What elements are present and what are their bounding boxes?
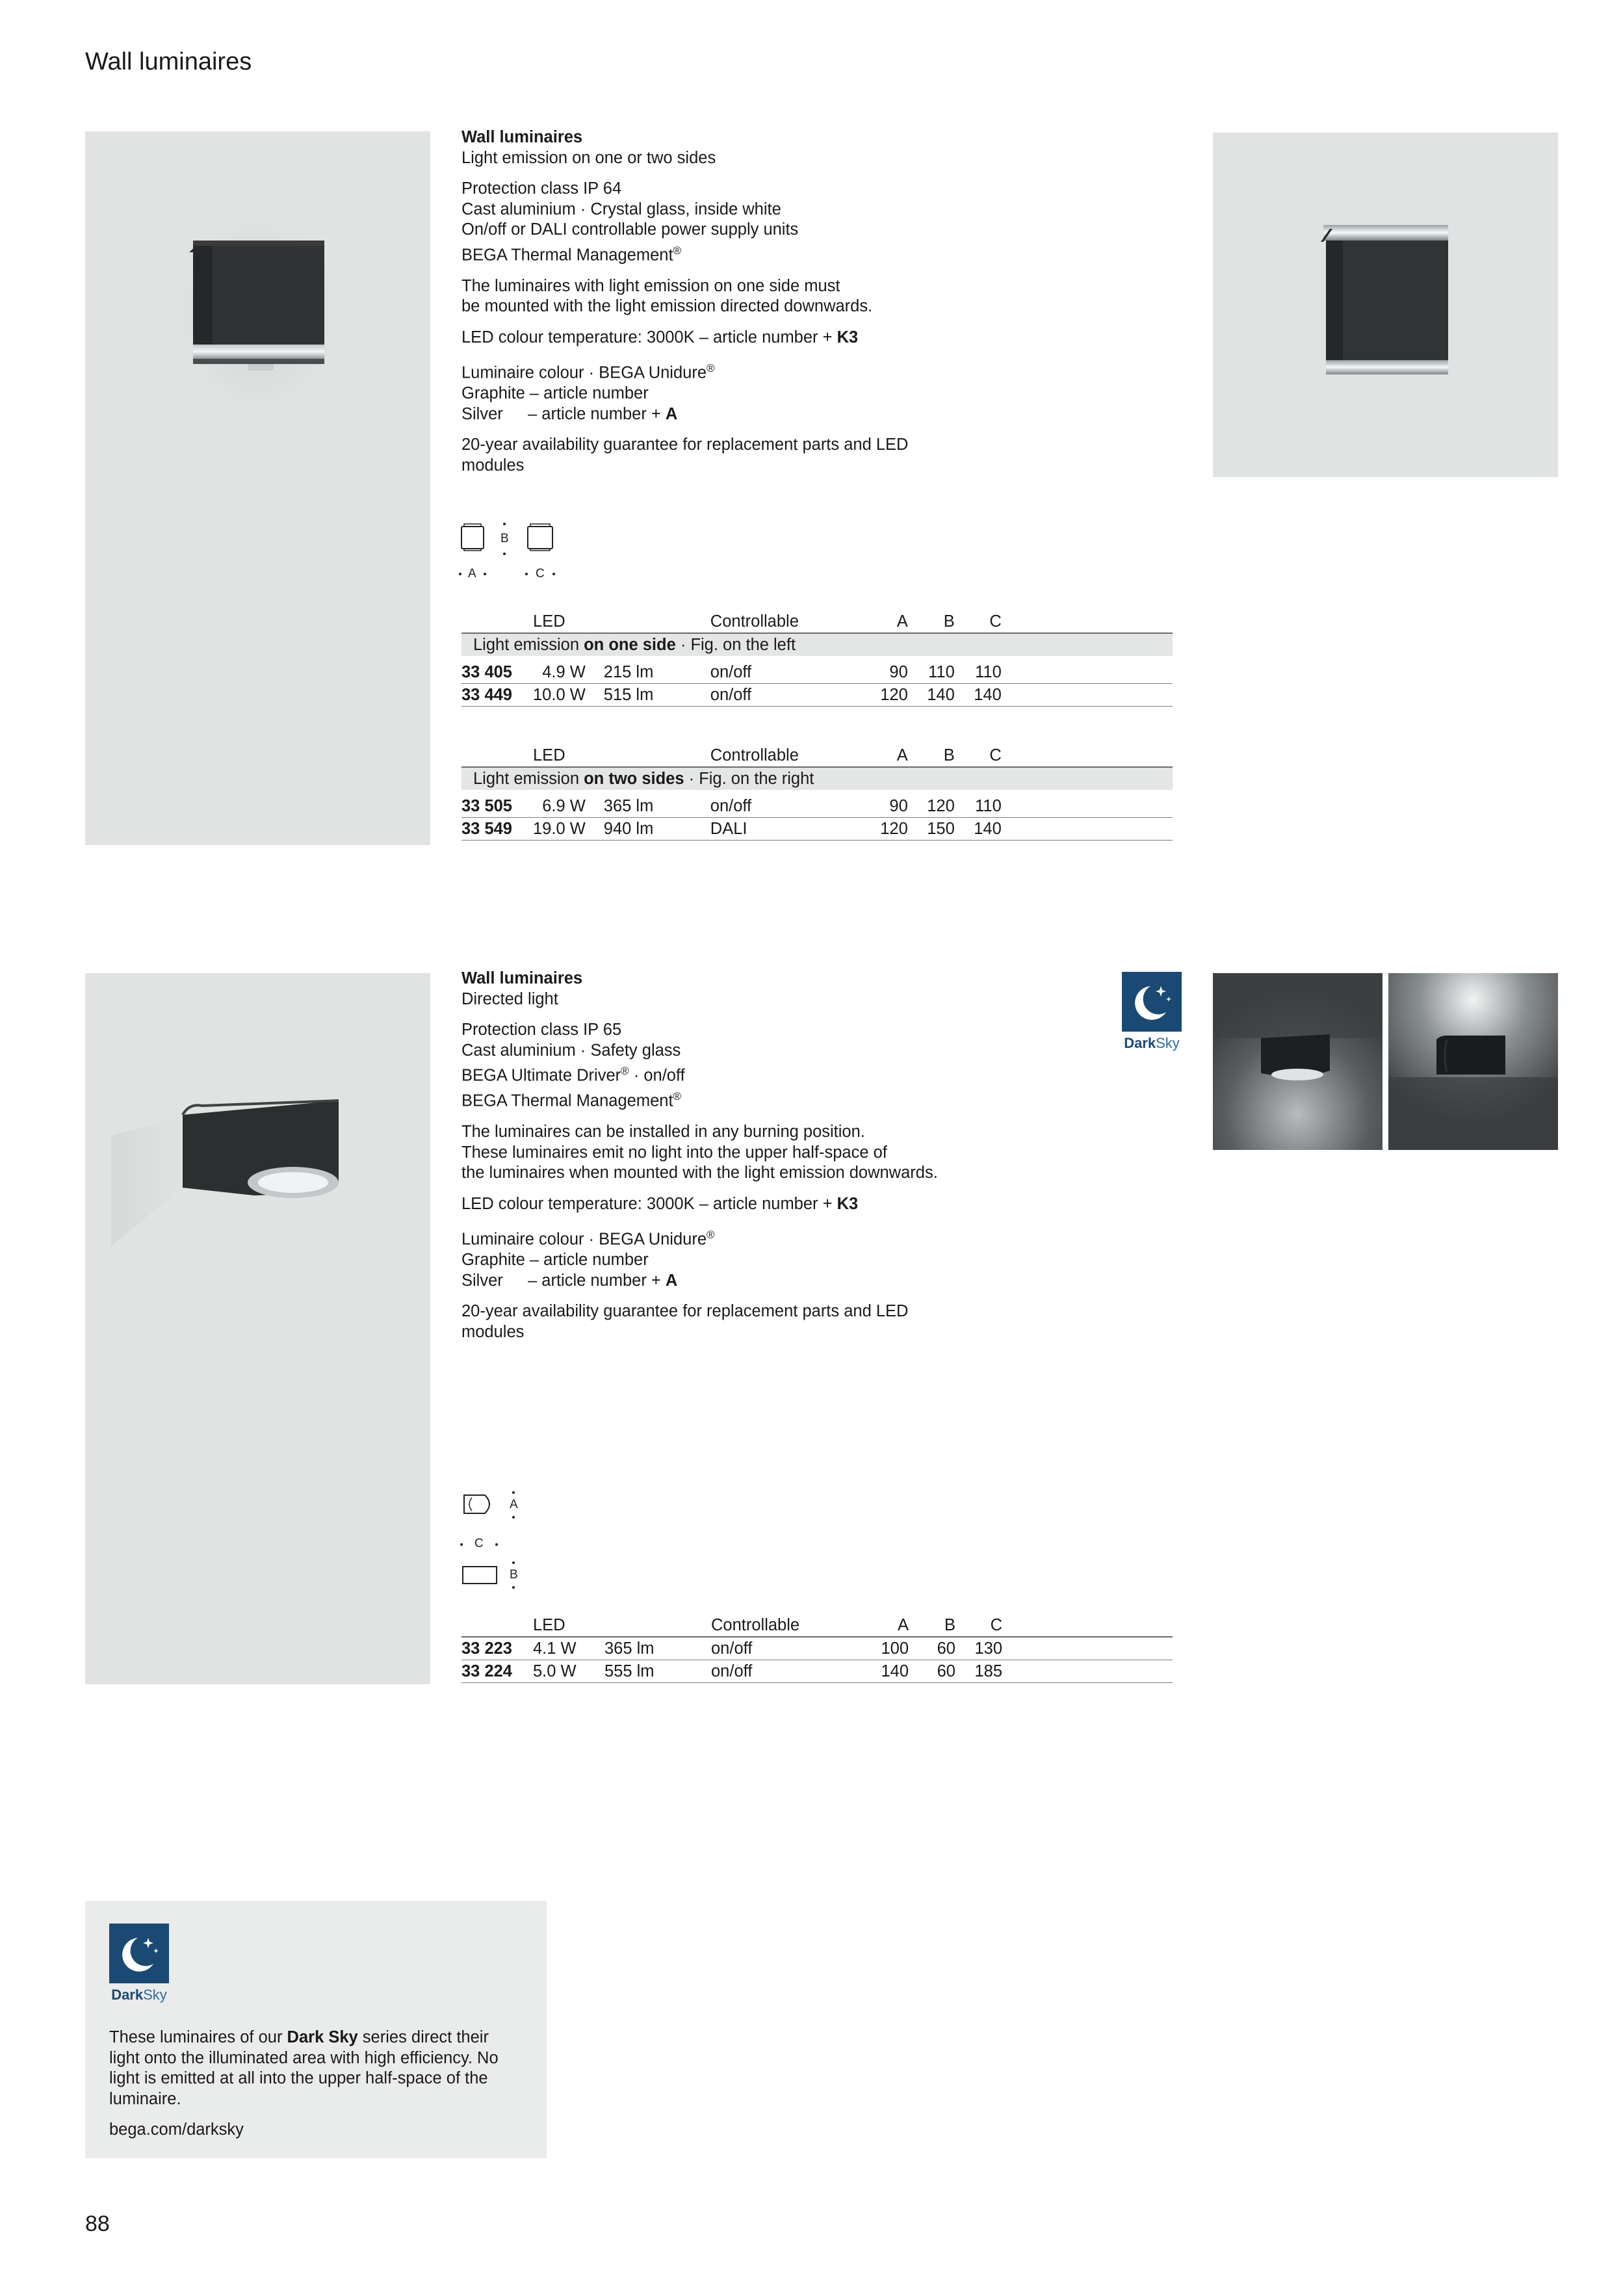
- article-number: 33 505: [461, 792, 533, 818]
- registered-mark: ®: [673, 1090, 682, 1102]
- product1-spec: On/off or DALI controllable power supply units: [461, 220, 799, 239]
- product2-install-note: These luminaires emit no light into the upper half-space of: [461, 1143, 887, 1162]
- darksky-info-text: These luminaires of our Dark Sky series direct their light onto the illuminated area with high efficiency. No light is emitted at all into the upper half-space of the luminaire. bega.com/darksky: [109, 2028, 499, 2139]
- dim-b: 110: [908, 659, 955, 684]
- header-b: B: [909, 1611, 955, 1637]
- dim-b: 60: [909, 1637, 955, 1660]
- table-header-row: [461, 608, 1173, 633]
- product1-spec: Cast aluminium · Crystal glass, inside white: [461, 200, 781, 218]
- wattage: 5.0 W: [533, 1660, 604, 1683]
- header-controllable: Controllable: [710, 608, 866, 633]
- product1-spec: BEGA Thermal Management: [461, 246, 673, 264]
- product1-led-temp-suffix: K3: [837, 328, 859, 346]
- header-a: A: [866, 742, 908, 767]
- wattage: 6.9 W: [533, 792, 604, 818]
- product2-graphite: Graphite – article number: [461, 1251, 649, 1269]
- wattage: 4.9 W: [533, 659, 604, 684]
- wattage: 10.0 W: [533, 684, 604, 707]
- header-b: B: [908, 742, 955, 767]
- control: on/off: [710, 659, 866, 684]
- round-luminaire-image: [85, 973, 430, 1684]
- product1-silver-label: Silver: [461, 404, 503, 423]
- header-led: LED: [533, 742, 604, 767]
- table-row: [461, 1637, 1173, 1660]
- dimension-label-b: B: [510, 1568, 518, 1582]
- product1-guarantee: 20-year availability guarantee for replacement parts and LED modules: [461, 436, 909, 475]
- product1-mounting-note: be mounted with the light emission directed downwards.: [461, 297, 873, 315]
- product2-silver-suffix: A: [665, 1271, 678, 1290]
- product2-led-temp-suffix: K3: [837, 1194, 859, 1213]
- table-row: [461, 818, 1173, 841]
- product1-table-one-side: [461, 608, 1173, 707]
- dim-b: 150: [908, 818, 955, 841]
- lumen: 940 lm: [604, 818, 710, 841]
- luminaire-lit-upward-image: [1388, 973, 1558, 1150]
- product2-guarantee: 20-year availability guarantee for replacement parts and LED modules: [461, 1302, 909, 1341]
- product2-subheading: Directed light: [461, 989, 558, 1008]
- header-led: LED: [533, 1611, 604, 1637]
- lumen: 215 lm: [604, 659, 710, 684]
- darksky-moon-icon: [1122, 972, 1182, 1032]
- page-number: 88: [85, 2211, 110, 2236]
- control: DALI: [710, 818, 866, 841]
- registered-mark: ®: [707, 1229, 715, 1241]
- wattage: 4.1 W: [533, 1637, 604, 1660]
- dim-b: 60: [909, 1660, 955, 1683]
- dim-b: 140: [908, 684, 955, 707]
- product2-spec: Cast aluminium · Safety glass: [461, 1041, 681, 1060]
- product1-two-sides-photo: [1213, 133, 1558, 477]
- dimension-label-b: B: [500, 532, 509, 545]
- product2-colour-heading: Luminaire colour · BEGA Unidure: [461, 1230, 707, 1249]
- control: on/off: [711, 1660, 867, 1683]
- control: on/off: [710, 684, 866, 707]
- darksky-badge-label: DarkSky: [111, 1987, 167, 2003]
- header-c: C: [955, 608, 1002, 633]
- darksky-link[interactable]: bega.com/darksky: [109, 2120, 244, 2139]
- lumen: 555 lm: [604, 1660, 711, 1683]
- darksky-moon-icon: [109, 1924, 169, 1983]
- header-controllable: Controllable: [710, 742, 866, 767]
- header-led: LED: [533, 608, 604, 633]
- table-row: [461, 1660, 1173, 1683]
- registered-mark: ®: [621, 1065, 629, 1077]
- table-row: [461, 659, 1173, 684]
- dimension-drawing-icon: [458, 1489, 536, 1593]
- article-number: 33 224: [461, 1660, 533, 1683]
- product1-graphite: Graphite – article number: [461, 384, 649, 402]
- product1-led-temp: LED colour temperature: 3000K – article number +: [461, 328, 837, 346]
- dim-a: 90: [866, 792, 908, 818]
- product1-silver-value: – article number +: [528, 404, 666, 423]
- dimension-label-c: C: [536, 567, 545, 581]
- dim-c: 110: [955, 792, 1002, 818]
- dim-a: 120: [866, 684, 908, 707]
- registered-mark: ®: [707, 362, 715, 374]
- dim-a: 120: [866, 818, 908, 841]
- luminaire-lit-downward-image: [1213, 973, 1383, 1150]
- product2-led-temp: LED colour temperature: 3000K – article number +: [461, 1194, 837, 1213]
- dim-b: 120: [908, 792, 955, 818]
- darksky-info-box: [85, 1901, 547, 2158]
- wattage: 19.0 W: [533, 818, 604, 841]
- page-title: Wall luminaires: [85, 48, 252, 75]
- product1-subheading: Light emission on one or two sides: [461, 148, 716, 167]
- product1-description: [461, 127, 949, 486]
- lumen: 365 lm: [604, 1637, 711, 1660]
- control: on/off: [711, 1637, 867, 1660]
- product2-heading: Wall luminaires: [461, 969, 583, 987]
- table-header-row: [461, 742, 1173, 767]
- table-banner: Light emission on one side · Fig. on the left: [461, 633, 1173, 659]
- product1-spec: Protection class IP 64: [461, 179, 622, 198]
- dim-a: 90: [866, 659, 908, 684]
- dim-a: 140: [867, 1660, 909, 1683]
- registered-mark: ®: [673, 244, 682, 257]
- product1-dimension-diagram: [458, 520, 575, 585]
- dim-c: 185: [955, 1660, 1002, 1683]
- dim-a: 100: [867, 1637, 909, 1660]
- product1-main-photo: [85, 131, 430, 845]
- product1-mounting-note: The luminaires with light emission on one side must: [461, 276, 840, 295]
- product2-install-note: The luminaires can be installed in any burning position.: [461, 1123, 865, 1141]
- article-number: 33 405: [461, 659, 533, 684]
- dimension-label-c: C: [474, 1537, 484, 1550]
- article-number: 33 549: [461, 818, 533, 841]
- darksky-badge: [1122, 972, 1182, 1050]
- product2-spec: BEGA Thermal Management: [461, 1091, 673, 1110]
- lumen: 365 lm: [604, 792, 710, 818]
- table-banner: Light emission on two sides · Fig. on the right: [461, 767, 1173, 792]
- dimension-label-a: A: [468, 567, 476, 581]
- product2-silver-value: – article number +: [528, 1271, 666, 1290]
- article-number: 33 449: [461, 684, 533, 707]
- product2-photo-light-up: [1388, 973, 1558, 1150]
- product1-table-two-sides: [461, 742, 1173, 841]
- table-row: [461, 684, 1173, 707]
- product2-spec: BEGA Ultimate Driver: [461, 1066, 621, 1085]
- cube-luminaire-one-side-image: [85, 131, 430, 845]
- header-a: A: [866, 608, 908, 633]
- header-b: B: [908, 608, 955, 633]
- dim-c: 140: [955, 684, 1002, 707]
- control: on/off: [710, 792, 866, 818]
- darksky-series-name: Dark Sky: [287, 2028, 358, 2046]
- table-header-row: [461, 1611, 1173, 1637]
- dim-c: 110: [955, 659, 1002, 684]
- product1-silver-suffix: A: [665, 404, 678, 423]
- article-number: 33 223: [461, 1637, 533, 1660]
- lumen: 515 lm: [604, 684, 710, 707]
- header-a: A: [867, 1611, 909, 1637]
- product2-spec: Protection class IP 65: [461, 1021, 622, 1039]
- product2-description: [461, 969, 949, 1353]
- product2-dimension-diagram: [458, 1489, 536, 1593]
- cube-luminaire-two-sides-image: [1213, 133, 1558, 477]
- darksky-badge-label: DarkSky: [1124, 1035, 1180, 1051]
- product2-photo-light-down: [1213, 973, 1383, 1150]
- dim-c: 140: [955, 818, 1002, 841]
- darksky-info-badge: [109, 1924, 169, 2003]
- header-controllable: Controllable: [711, 1611, 867, 1637]
- product2-silver-label: Silver: [461, 1271, 503, 1290]
- header-c: C: [955, 1611, 1002, 1637]
- product2-install-note: the luminaires when mounted with the light emission downwards.: [461, 1164, 938, 1182]
- product2-table: [461, 1611, 1173, 1683]
- product1-heading: Wall luminaires: [461, 128, 583, 146]
- header-c: C: [955, 742, 1002, 767]
- product2-main-photo: [85, 973, 430, 1684]
- product1-colour-heading: Luminaire colour · BEGA Unidure: [461, 363, 707, 382]
- product2-spec-suffix: · on/off: [629, 1066, 685, 1085]
- dim-c: 130: [955, 1637, 1002, 1660]
- dimension-label-a: A: [510, 1498, 518, 1511]
- table-row: [461, 792, 1173, 818]
